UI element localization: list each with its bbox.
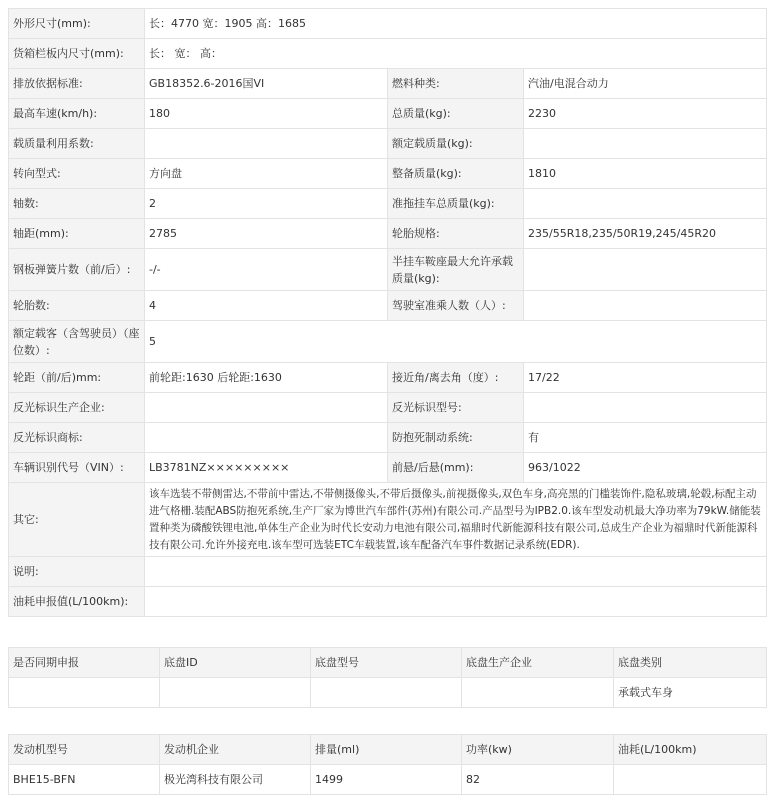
spec-label: 轮胎数: bbox=[9, 291, 145, 321]
spec-value: GB18352.6-2016国VI bbox=[145, 69, 388, 99]
spec-value: 汽油/电混合动力 bbox=[524, 69, 767, 99]
engine-table bbox=[8, 734, 767, 795]
spec-row bbox=[9, 291, 767, 321]
spec-value: 2 bbox=[145, 189, 388, 219]
spec-label: 反光标识生产企业: bbox=[9, 393, 145, 423]
spec-row-cargo-box bbox=[9, 39, 767, 69]
spec-row-dimensions bbox=[9, 9, 767, 39]
spec-row bbox=[9, 99, 767, 129]
chassis-table bbox=[8, 647, 767, 708]
spec-label: 反光标识型号: bbox=[388, 393, 524, 423]
spec-value: 963/1022 bbox=[524, 453, 767, 483]
spec-label: 油耗申报值(L/100km): bbox=[9, 587, 145, 617]
spec-value bbox=[145, 129, 388, 159]
spec-value: 1810 bbox=[524, 159, 767, 189]
spec-row bbox=[9, 393, 767, 423]
spec-label: 车辆识别代号（VIN）: bbox=[9, 453, 145, 483]
spec-label: 轴数: bbox=[9, 189, 145, 219]
spec-label: 反光标识商标: bbox=[9, 423, 145, 453]
spec-label: 转向型式: bbox=[9, 159, 145, 189]
spec-value bbox=[145, 423, 388, 453]
engine-header-row bbox=[9, 735, 767, 765]
spec-row bbox=[9, 453, 767, 483]
table-cell bbox=[462, 678, 614, 708]
spec-row bbox=[9, 363, 767, 393]
spec-value: 2230 bbox=[524, 99, 767, 129]
table-cell: BHE15-BFN bbox=[9, 765, 160, 795]
spec-label: 驾驶室准乘人数（人）: bbox=[388, 291, 524, 321]
vehicle-spec-table bbox=[8, 8, 767, 617]
spec-value: 长：4770 宽：1905 高：1685 bbox=[145, 9, 767, 39]
spec-label: 轮距（前/后)mm: bbox=[9, 363, 145, 393]
column-header: 发动机企业 bbox=[160, 735, 311, 765]
spec-other-text: 该车选装不带侧雷达,不带前中雷达,不带侧摄像头,不带后摄像头,前视摄像头,双色车身,高亮黑的门槛装饰件,隐私玻璃,轮毂,标配主动进气格栅.装配ABS防抱死系统,生产厂家为博世汽车部件(苏州)有限公司.产品型号为IPB2.0.该车型发动机最大净功率为79kW.储能装置种类为磷酸铁锂电池,单体生产企业为时代长安动力电池有限公司,福鼎时代新能源科技有限公司,总成生产企业为福鼎时代新能源科技有限公司.允许外接充电.该车型可选装ETC车载装置,该车配备汽车事件数据记录系统(EDR). bbox=[145, 483, 767, 557]
spec-value bbox=[145, 393, 388, 423]
table-cell bbox=[311, 678, 462, 708]
spec-value: 4 bbox=[145, 291, 388, 321]
spec-row bbox=[9, 129, 767, 159]
table-row bbox=[9, 678, 767, 708]
column-header: 底盘型号 bbox=[311, 648, 462, 678]
spec-label: 整备质量(kg): bbox=[388, 159, 524, 189]
spec-value bbox=[145, 557, 767, 587]
table-cell: 极光湾科技有限公司 bbox=[160, 765, 311, 795]
column-header: 是否同期申报 bbox=[9, 648, 160, 678]
spec-label: 钢板弹簧片数（前/后）: bbox=[9, 249, 145, 291]
column-header: 功率(kw) bbox=[462, 735, 614, 765]
spec-value bbox=[524, 291, 767, 321]
spec-label: 燃料种类: bbox=[388, 69, 524, 99]
spec-value: 前轮距:1630 后轮距:1630 bbox=[145, 363, 388, 393]
column-header: 底盘类别 bbox=[614, 648, 767, 678]
spec-row-note bbox=[9, 557, 767, 587]
table-cell: 1499 bbox=[311, 765, 462, 795]
column-header: 底盘生产企业 bbox=[462, 648, 614, 678]
column-header: 油耗(L/100km) bbox=[614, 735, 767, 765]
spec-label: 外形尺寸(mm): bbox=[9, 9, 145, 39]
spec-value bbox=[524, 129, 767, 159]
spec-label: 载质量利用系数: bbox=[9, 129, 145, 159]
spec-label: 货箱栏板内尺寸(mm): bbox=[9, 39, 145, 69]
spec-value: 17/22 bbox=[524, 363, 767, 393]
table-cell bbox=[614, 765, 767, 795]
spec-value: -/- bbox=[145, 249, 388, 291]
spec-value: 180 bbox=[145, 99, 388, 129]
spec-label: 最高车速(km/h): bbox=[9, 99, 145, 129]
table-cell bbox=[9, 678, 160, 708]
spec-row bbox=[9, 159, 767, 189]
spec-label: 准拖挂车总质量(kg): bbox=[388, 189, 524, 219]
spec-value: LB3781NZ××××××××× bbox=[145, 453, 388, 483]
spec-label: 半挂车鞍座最大允许承载质量(kg): bbox=[388, 249, 524, 291]
spec-row-other bbox=[9, 483, 767, 557]
spec-label: 额定载质量(kg): bbox=[388, 129, 524, 159]
spec-value: 方向盘 bbox=[145, 159, 388, 189]
spec-value: 2785 bbox=[145, 219, 388, 249]
spec-label: 轮胎规格: bbox=[388, 219, 524, 249]
spec-row bbox=[9, 321, 767, 363]
column-header: 排量(ml) bbox=[311, 735, 462, 765]
table-cell: 82 bbox=[462, 765, 614, 795]
spec-label: 轴距(mm): bbox=[9, 219, 145, 249]
spec-value: 有 bbox=[524, 423, 767, 453]
spec-label: 额定载客（含驾驶员）（座位数）: bbox=[9, 321, 145, 363]
spec-row bbox=[9, 219, 767, 249]
spec-label: 说明: bbox=[9, 557, 145, 587]
spec-value: 5 bbox=[145, 321, 767, 363]
spec-label: 前悬/后悬(mm): bbox=[388, 453, 524, 483]
spec-label: 总质量(kg): bbox=[388, 99, 524, 129]
spec-row bbox=[9, 249, 767, 291]
chassis-header-row bbox=[9, 648, 767, 678]
table-cell: 承载式车身 bbox=[614, 678, 767, 708]
table-cell bbox=[160, 678, 311, 708]
table-row bbox=[9, 765, 767, 795]
spec-label: 其它: bbox=[9, 483, 145, 557]
spec-value bbox=[145, 587, 767, 617]
spec-value bbox=[524, 249, 767, 291]
spec-value bbox=[524, 393, 767, 423]
spec-row bbox=[9, 423, 767, 453]
column-header: 底盘ID bbox=[160, 648, 311, 678]
spec-label: 防抱死制动系统: bbox=[388, 423, 524, 453]
spec-value bbox=[524, 189, 767, 219]
spec-row bbox=[9, 189, 767, 219]
spec-label: 接近角/离去角（度）: bbox=[388, 363, 524, 393]
spec-label: 排放依据标准: bbox=[9, 69, 145, 99]
spec-row bbox=[9, 69, 767, 99]
spec-value: 235/55R18,235/50R19,245/45R20 bbox=[524, 219, 767, 249]
spec-value: 长： 宽： 高： bbox=[145, 39, 767, 69]
column-header: 发动机型号 bbox=[9, 735, 160, 765]
spec-row-fuel bbox=[9, 587, 767, 617]
